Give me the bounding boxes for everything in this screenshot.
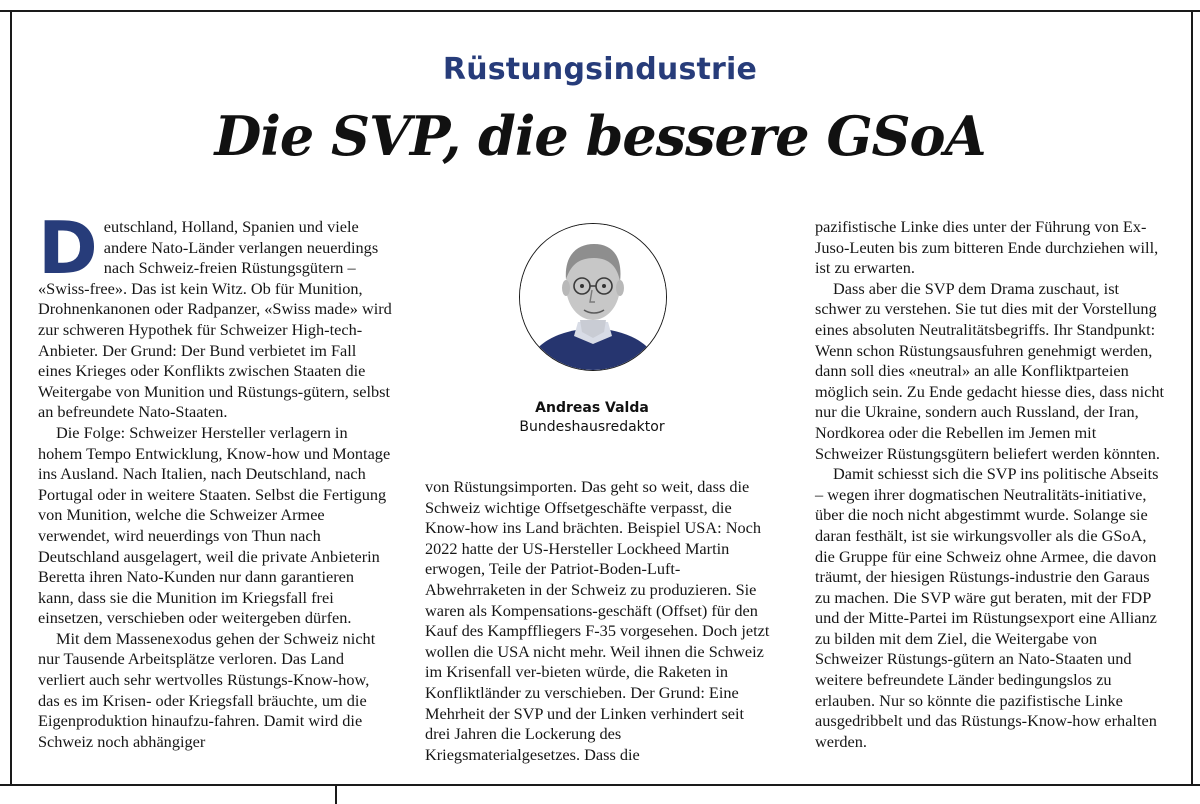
paragraph-1-text: eutschland, Holland, Spanien und viele andere Nato-Länder verlangen neuerdings nach Schweiz-freien Rüstungsgütern – «Swiss-free». Das ist kein Witz. Ob für Munition, Drohnenkanonen oder Radpanzer, «Swiss made» wird zur schweren Hypothek für Schweizer High-tech-Anbieter. Der Grund: Der Bund verbietet im Fall eines Krieges oder Konflikts zwischen Staaten die Weitergabe von Munition und Rüstungs-gütern, selbst an befreundete Nato-Staaten. xyxy=(38,217,392,422)
paragraph-2: Die Folge: Schweizer Hersteller verlagern in hohem Tempo Entwicklung, Know-how und Montage ins Ausland. Nach Italien, nach Deutschland, nach Portugal oder in weitere Staaten. Selbst die Fertigung von Munition, welche die Schweizer Armee verwendet, wird neuerdings von Thun nach Deutschland ausgelagert, weil die private Anbieterin Beretta ihren Nato-Kunden nur dann garantieren kann, dass sie die Munition im Kriegsfall frei einsetzen, verschieben oder weitergeben dürfen. xyxy=(38,422,391,628)
article-column-3 xyxy=(815,217,1167,752)
section-kicker: Rüstungsindustrie xyxy=(442,52,758,87)
paragraph-7: Damit schiesst sich die SVP ins politische Abseits – wegen ihrer dogmatischen Neutralitäts-initiative, über die noch nicht abgestimmt wurde. Solange sie daran festhält, ist sie wirkungsvoller als die GSoA, die Gruppe für eine Schweiz ohne Armee, die davon träumt, der hiesigen Rüstungs-industrie den Garaus zu machen. Die SVP wäre gut beraten, mit der FDP und der Mitte-Partei im Rüstungsexport eine Allianz zu bilden mit dem Ziel, die Weitergabe von Schweizer Rüstungs-gütern an Nato-Staaten und weitere befreundete Länder bedingungslos zu erlauben. Nur so könnte die pazifistische Linke ausgedribbelt und das Rüstungs-Know-how erhalten werden. xyxy=(815,464,1159,751)
author-role: Bundeshausredaktor xyxy=(519,419,665,435)
article-headline: Die SVP, die bessere GSoA xyxy=(214,104,986,168)
page-bottom-rule xyxy=(0,784,1200,786)
paragraph-3: Mit dem Massenexodus gehen der Schweiz nicht nur Tausende Arbeitsplätze verloren. Das Land verliert auch sehr wertvolles Rüstungs-Know-how, das es im Krisen- oder Kriegsfall bräuchte, um die Eigenproduktion hinaufzu-fahren. Damit wird die Schweiz noch abhängiger xyxy=(38,628,376,751)
article-column-2 xyxy=(425,477,770,765)
paragraph-1 xyxy=(38,206,393,423)
page-top-rule xyxy=(0,0,1200,12)
article-column-1 xyxy=(38,206,393,752)
author-name: Andreas Valda xyxy=(535,400,649,416)
dropcap: D xyxy=(38,206,98,290)
column-tick-mark xyxy=(335,786,337,804)
author-portrait xyxy=(519,223,667,371)
paragraph-6: Dass aber die SVP dem Drama zuschaut, ist schwer zu verstehen. Sie tut dies mit der Vorstellung eines absoluten Neutralitätsbegriffs. Ihr Standpunkt: Wenn schon Rüstungsausfuhren genehmigt werden, dann soll dies «neutral» an alle Konfliktparteien möglich sein. Zu Ende gedacht hiesse dies, dass nicht nur die Ukraine, sondern auch Russland, der Iran, Nordkorea oder die Rebellen im Jemen mit Schweizer Rüstungsgütern beliefert werden könnten. xyxy=(815,278,1165,463)
paragraph-4: von Rüstungsimporten. Das geht so weit, dass die Schweiz wichtige Offsetgeschäfte verpasst, die Know-how ins Land brächten. Beispiel USA: Noch 2022 hatte der US-Hersteller Lockheed Martin erwogen, Teile der Patriot-Boden-Luft-Abwehrraketen in der Schweiz zu produzieren. Sie waren als Kompensations-geschäft (Offset) für den Kauf des Kampffliegers F-35 vorgesehen. Doch jetzt wollen die USA nicht mehr. Weil ihnen die Schweiz im Krisenfall ver-bieten würde, die Raketen in Konfliktländer zu verschieben. Der Grund: Eine Mehrheit der SVP und der Linken verhindert seit drei Jahren die Lockerung des Kriegsmaterialgesetzes. Dass die xyxy=(425,477,770,764)
paragraph-5: pazifistische Linke dies unter der Führung von Ex-Juso-Leuten bis zum bitteren Ende durchziehen will, ist zu erwarten. xyxy=(815,217,1159,278)
author-portrait-image xyxy=(520,224,666,370)
